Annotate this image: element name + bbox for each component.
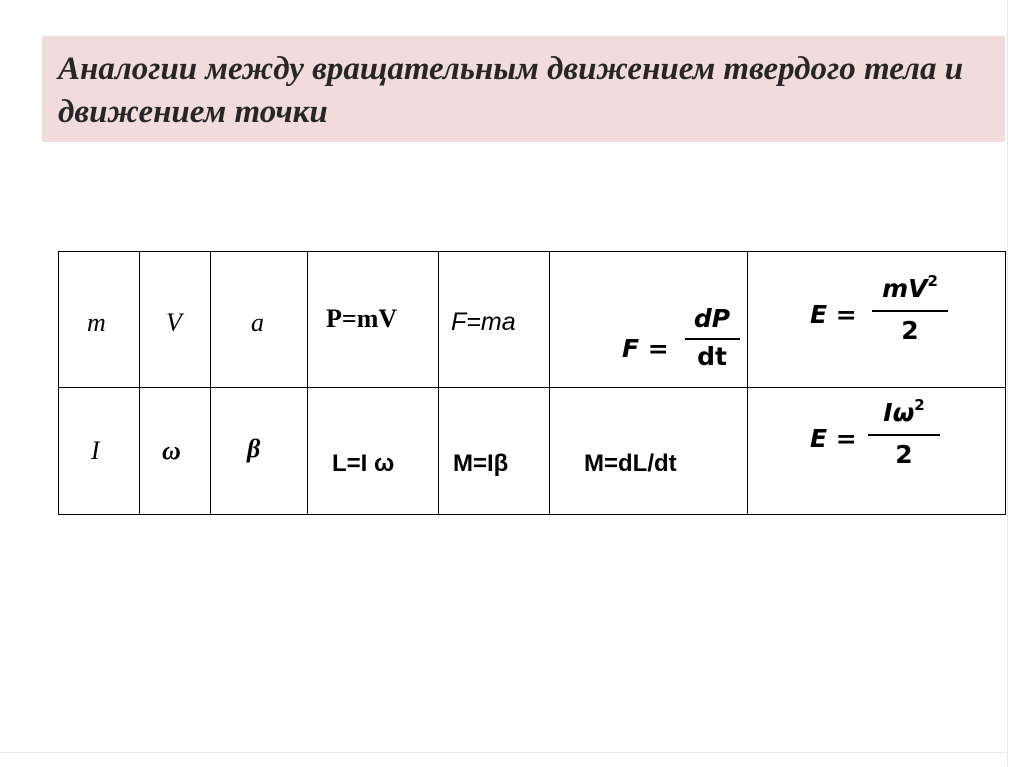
- formula-denominator: 2: [901, 316, 919, 345]
- fraction-bar: [868, 434, 940, 436]
- slide-frame-bottom: [0, 752, 1008, 753]
- slide-frame-right: [1007, 0, 1008, 767]
- table-cell: [211, 388, 308, 515]
- table-row-point-motion: [59, 252, 1006, 388]
- table-row-rotational-motion: [59, 388, 1006, 515]
- formula-numerator: Iω: [883, 398, 915, 427]
- table-cell: [439, 252, 550, 388]
- table-cell: [550, 388, 748, 515]
- formula-numerator: dP: [693, 304, 731, 333]
- slide-title: Аналогии между вращательным движением твердого тела и движением точки: [58, 51, 964, 130]
- analogy-table: [58, 251, 1006, 515]
- fraction-bar: [872, 310, 948, 312]
- angular-acceleration-symbol: β: [247, 434, 261, 463]
- rotational-energy-formula: [810, 396, 960, 476]
- formula-denominator: dt: [697, 342, 727, 371]
- formula-numerator: mV: [882, 274, 928, 303]
- formula-denominator: 2: [895, 440, 913, 469]
- moment-of-inertia-symbol: I: [91, 436, 100, 465]
- table-cell: [308, 252, 439, 388]
- table-cell: [439, 388, 550, 515]
- table-cell: [748, 388, 1006, 515]
- newton-second-law: F=ma: [451, 308, 516, 336]
- table-cell: [59, 252, 140, 388]
- formula-lhs: E =: [810, 300, 857, 329]
- velocity-symbol: V: [166, 308, 182, 337]
- fraction-bar: [685, 338, 740, 340]
- table-cell: [59, 388, 140, 515]
- table-cell: [308, 388, 439, 515]
- formula-exponent: 2: [914, 396, 925, 414]
- momentum-formula: P=mV: [326, 304, 398, 333]
- formula-exponent: 2: [927, 272, 938, 290]
- torque-derivative-formula: M=dL/dt: [584, 450, 677, 477]
- force-derivative-formula: [622, 302, 742, 382]
- table-cell: [140, 388, 211, 515]
- kinetic-energy-formula: [810, 272, 960, 352]
- angular-velocity-symbol: ω: [162, 436, 181, 465]
- formula-lhs: F =: [622, 334, 669, 363]
- torque-formula: M=Iβ: [453, 450, 509, 477]
- table-cell: [550, 252, 748, 388]
- acceleration-symbol: a: [251, 308, 264, 337]
- mass-symbol: m: [87, 308, 106, 337]
- formula-lhs: E =: [810, 424, 857, 453]
- table-cell: [140, 252, 211, 388]
- table-cell: [748, 252, 1006, 388]
- table-cell: [211, 252, 308, 388]
- angular-momentum-formula: L=I ω: [332, 450, 395, 477]
